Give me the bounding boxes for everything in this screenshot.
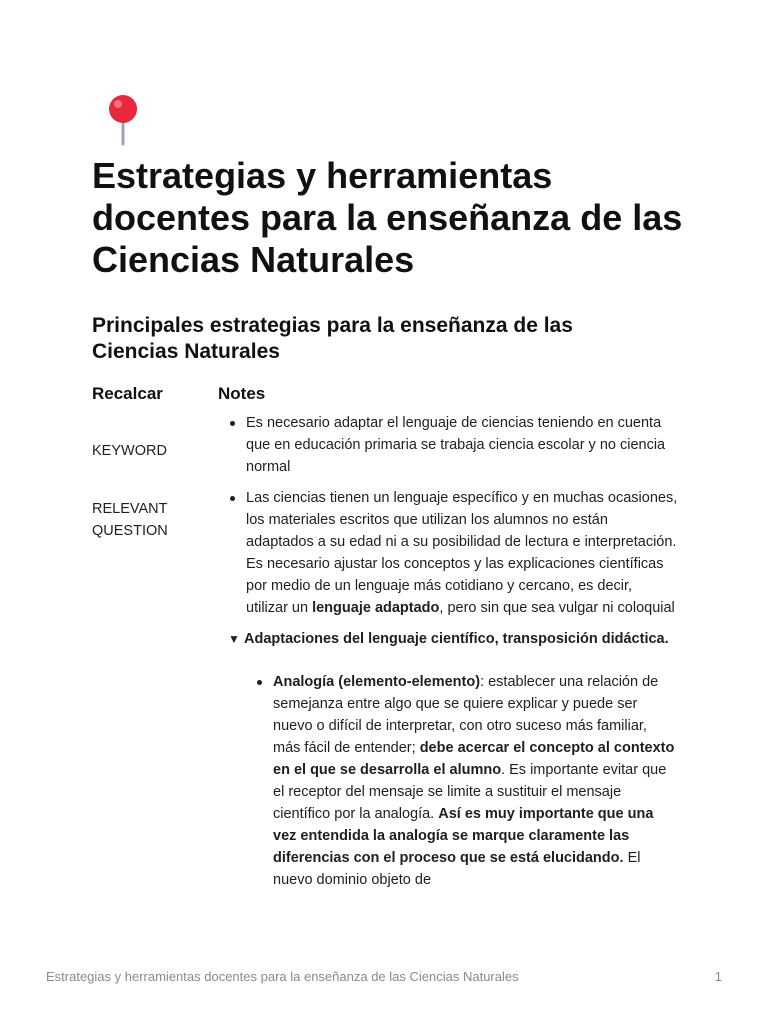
toggle-adaptations[interactable] bbox=[222, 628, 678, 650]
notes-column-header: Notes bbox=[218, 384, 266, 403]
keyword-label: KEYWORD bbox=[92, 443, 167, 459]
cue-column-header: Recalcar bbox=[92, 384, 163, 403]
toggle-label: Adaptaciones del lenguaje científico, transposición didáctica. bbox=[244, 631, 669, 647]
relevant-question-label bbox=[92, 498, 168, 542]
note-bullet-language-adaptation bbox=[222, 412, 678, 478]
relevant-question-line2: QUESTION bbox=[92, 523, 168, 539]
page-title: Estrategias y herramientas docentes para la enseñanza de las Ciencias Naturales bbox=[92, 155, 683, 280]
sub-bullet-text: : establecer una relación de semejanza entre algo que se quiere explicar y puede ser nuevo o difícil de interpretar, con otro suceso más familiar, más fácil de entender; bbox=[273, 674, 659, 756]
bold-phrase: Así es muy importante que una vez entendida la analogía se marque claramente las diferencias con el proceso que se está elucidando. bbox=[273, 806, 654, 866]
bold-phrase: debe acercar el concepto al contexto en el que se desarrolla el alumno bbox=[273, 740, 675, 778]
footer-page-number: 1 bbox=[714, 969, 722, 984]
bold-term: lenguaje adaptado bbox=[312, 600, 440, 616]
footer-title: Estrategias y herramientas docentes para la enseñanza de las Ciencias Naturales bbox=[46, 969, 519, 984]
note-bullet-specific-language bbox=[222, 487, 678, 619]
bold-term: Analogía (elemento-elemento) bbox=[273, 674, 481, 690]
relevant-question-line1: RELEVANT bbox=[92, 501, 168, 517]
note-bullet-text: , pero sin que sea vulgar ni coloquial bbox=[439, 600, 675, 616]
section-heading: Principales estrategias para la enseñanza de las Ciencias Naturales bbox=[92, 314, 573, 363]
notes-column bbox=[222, 412, 678, 891]
sub-bullet-text: El nuevo dominio objeto de bbox=[273, 850, 641, 888]
sub-bullet-text: . Es importante evitar que el receptor del mensaje se limite a sustituir el mensaje científico por la analogía. bbox=[273, 762, 667, 822]
note-bullet-text: Las ciencias tienen un lenguaje específico y en muchas ocasiones, los materiales escritos que utilizan los alumnos no están adaptados a su edad ni a su posibilidad de lectura e interpretación. Es necesario ajustar los conceptos y las explicaciones científicas por medio de un lenguaje más cotidiano y cercano, es decir, utilizar un bbox=[246, 490, 678, 616]
note-bullet-text: Es necesario adaptar el lenguaje de ciencias teniendo en cuenta que en educación primaria se trabaja ciencia escolar y no ciencia normal bbox=[246, 415, 666, 475]
sub-bullet-analogy bbox=[249, 671, 678, 891]
pushpin-icon bbox=[98, 94, 146, 148]
toggle-triangle-icon[interactable]: ▼ bbox=[228, 632, 240, 646]
